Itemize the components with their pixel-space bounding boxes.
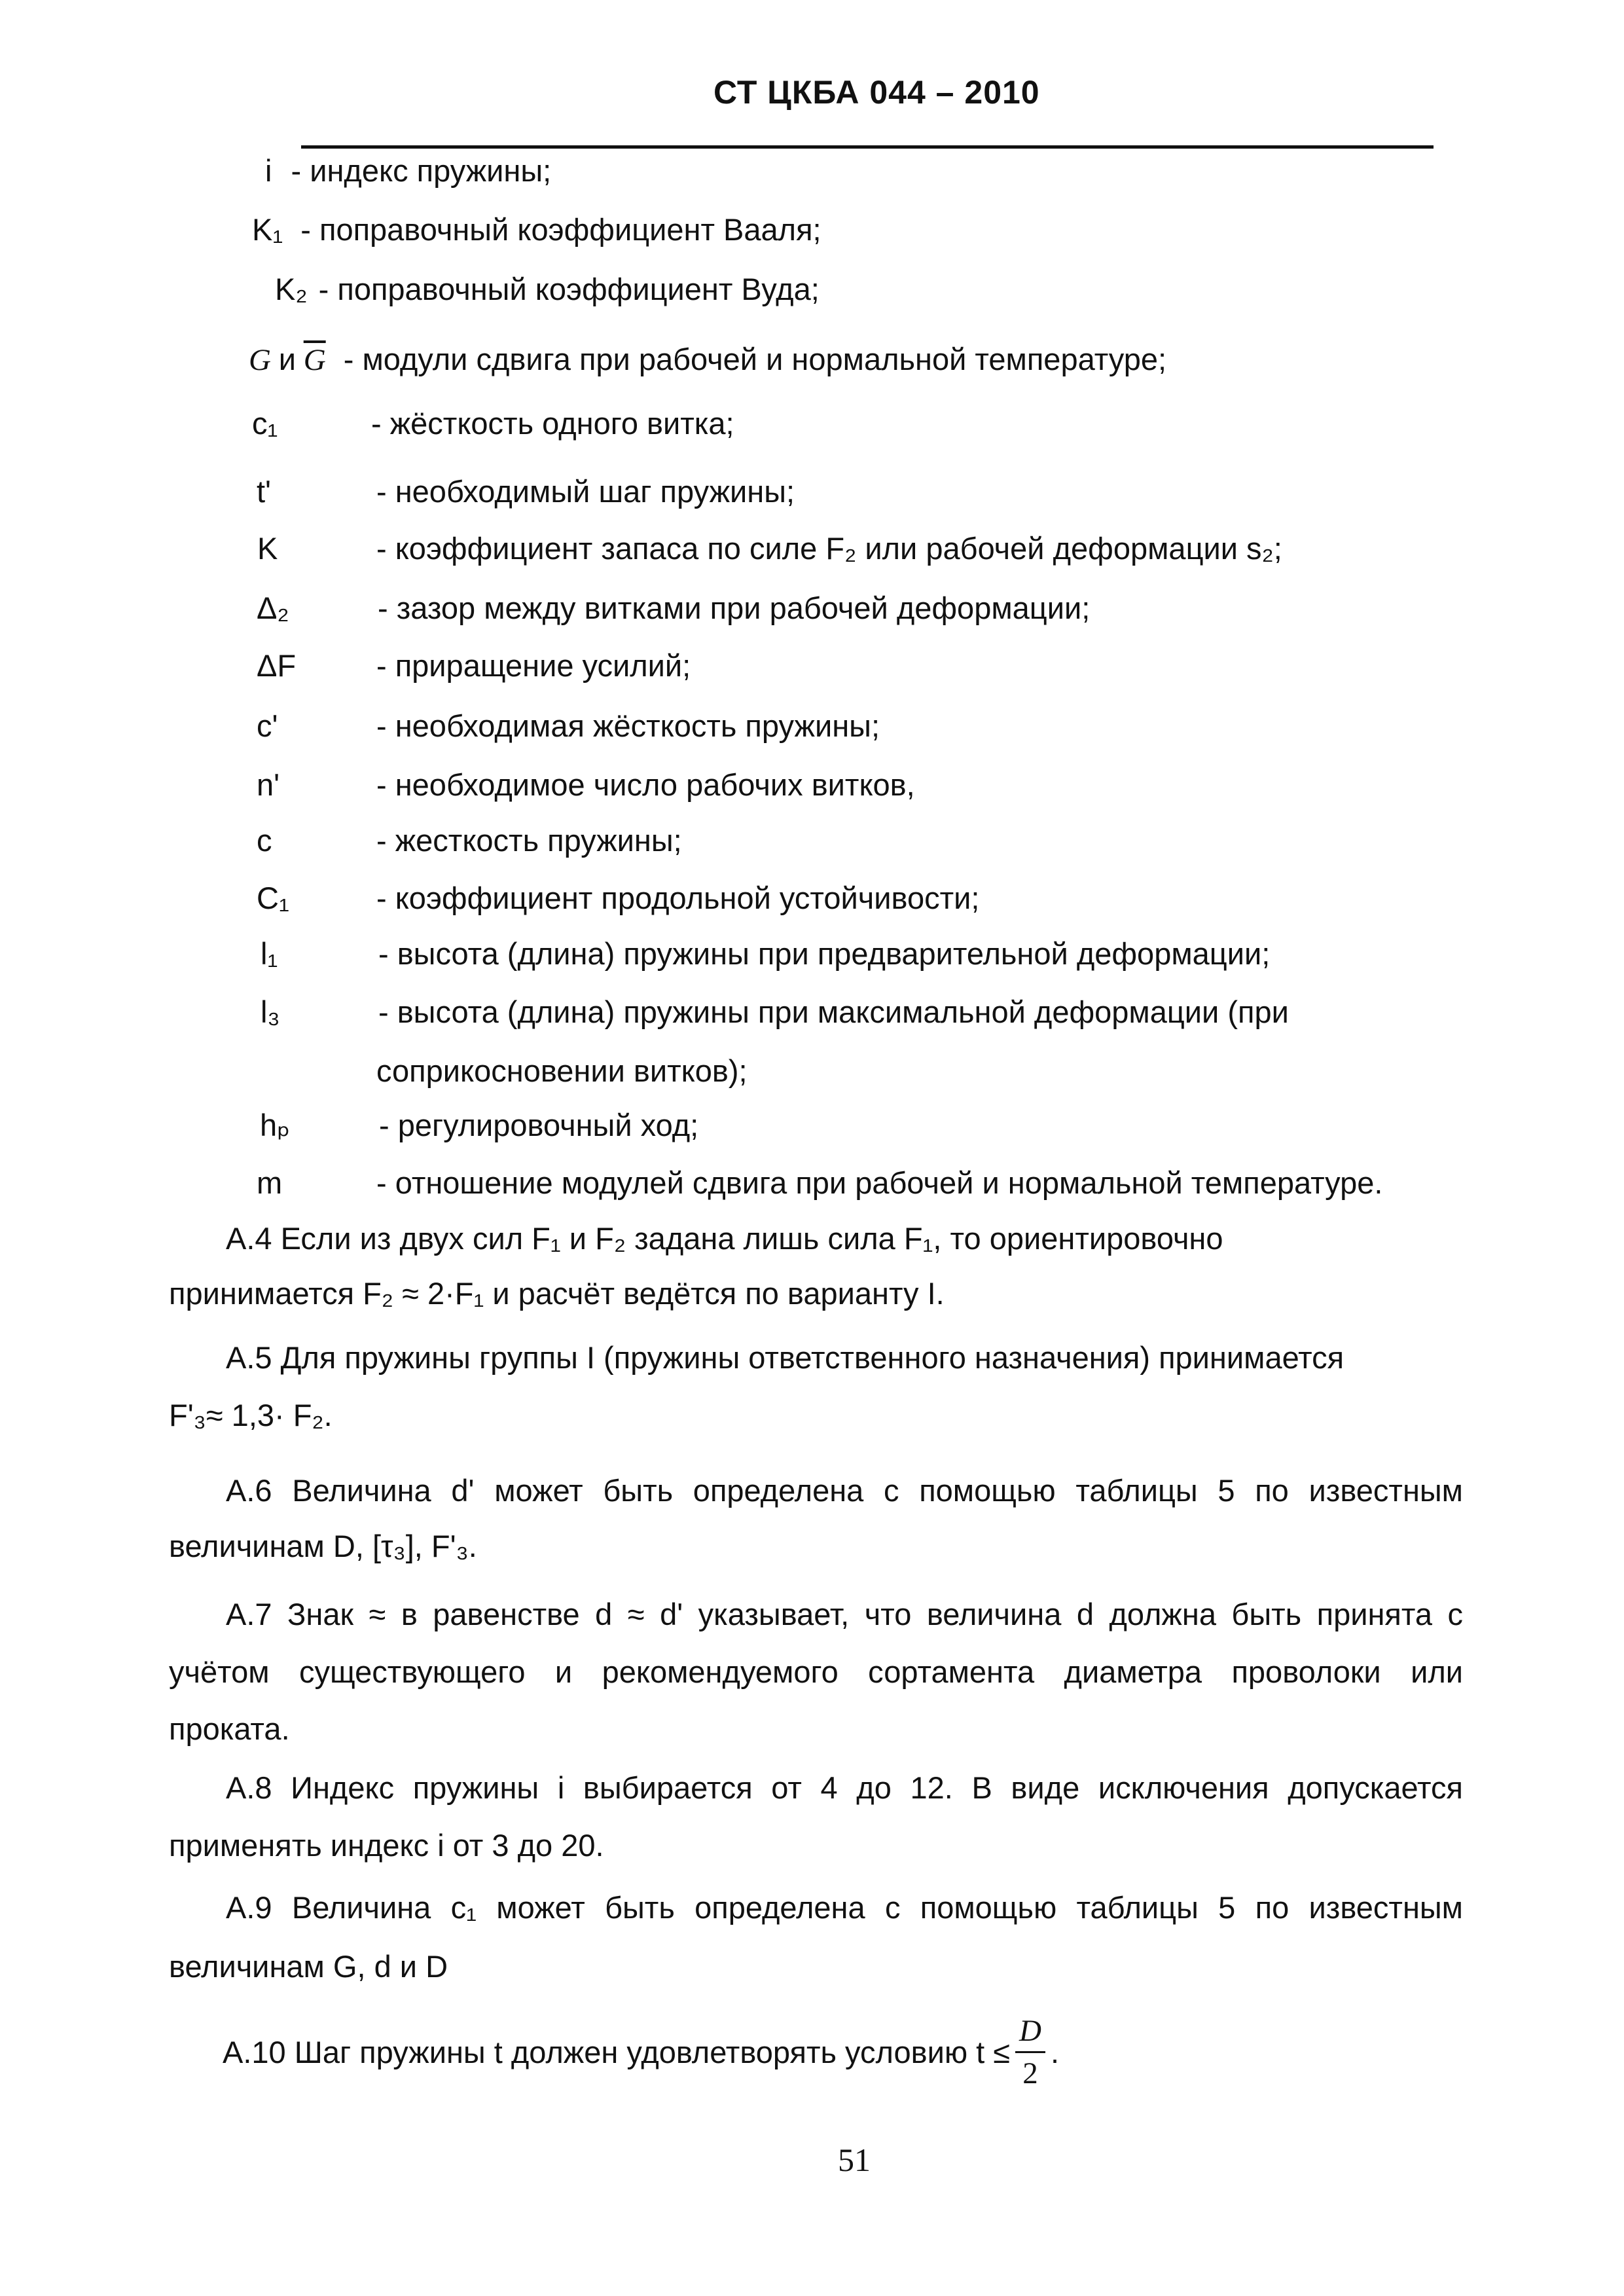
definition-symbol: hₚ — [260, 1108, 291, 1142]
definition-symbol: c₁ — [252, 406, 278, 441]
definition-item — [275, 270, 820, 308]
definition-text: - отношение модулей сдвига при рабочей и нормальной температуре. — [376, 1165, 1383, 1200]
definition-symbol: K₁ — [252, 212, 283, 247]
definition-symbol: n' — [257, 767, 280, 802]
formula-fraction — [1015, 2013, 1045, 2091]
fraction-numerator: D — [1015, 2013, 1045, 2053]
para-a5-line1: А.5 Для пружины группы I (пружины ответственного назначения) принимается — [226, 1340, 1344, 1375]
definition-symbol: i — [265, 153, 272, 188]
definition-symbol: l₃ — [261, 994, 280, 1029]
document-header: СТ ЦКБА 044 – 2010 — [713, 74, 1040, 111]
definition-text: - поправочный коэффициент Вуда; — [318, 272, 820, 306]
para-a10-end: . — [1051, 2034, 1060, 2069]
definition-text: - высота (длина) пружины при максимальной деформации (при — [378, 994, 1289, 1029]
definition-item — [261, 993, 1289, 1031]
definition-symbol: t' — [257, 474, 272, 509]
definition-item — [252, 211, 821, 249]
definition-continuation — [376, 1052, 748, 1090]
para-a9-line2: величинам G, d и D — [169, 1949, 448, 1984]
header-rule — [301, 145, 1434, 149]
definition-item — [265, 152, 551, 190]
definition-symbol: l₁ — [261, 936, 278, 971]
definition-text: - индекс пружины; — [291, 153, 552, 188]
para-a4-line1: А.4 Если из двух сил F₁ и F₂ задана лишь сила F₁, то ориентировочно — [226, 1221, 1223, 1256]
para-a7-line1: А.7 Знак ≈ в равенстве d ≈ d' указывает, что величина d должна быть принята с — [226, 1597, 1463, 1631]
definition-item — [249, 340, 1166, 379]
para-a8-line1: А.8 Индекс пружины i выбирается от 4 до 12. В виде исключения допускается — [226, 1770, 1463, 1805]
para-a4-line2: принимается F₂ ≈ 2·F₁ и расчёт ведётся по варианту I. — [169, 1276, 945, 1311]
definition-item — [257, 766, 915, 804]
definition-text: - необходимое число рабочих витков, — [376, 767, 915, 802]
fraction-denominator: 2 — [1022, 2056, 1038, 2090]
definition-symbol: G и $\overline{G}$ — [249, 342, 326, 377]
definition-text: соприкосновении витков); — [376, 1053, 748, 1088]
para-a7-line3: проката. — [169, 1711, 290, 1746]
definition-item — [261, 935, 1271, 973]
definition-symbol: ΔF — [257, 648, 297, 683]
definition-symbol: m — [257, 1165, 283, 1200]
definition-item — [257, 647, 691, 685]
definition-text: - высота (длина) пружины при предварительной деформации; — [378, 936, 1271, 971]
definition-text: - модули сдвига при рабочей и нормальной температуре; — [343, 342, 1167, 376]
definition-item — [257, 589, 1091, 627]
page-number: 51 — [838, 2141, 871, 2178]
para-a6-line2: величинам D, [τ₃], F'₃. — [169, 1529, 477, 1563]
para-a6-line1: А.6 Величина d' может быть определена с помощью таблицы 5 по известным — [226, 1473, 1463, 1508]
definition-item — [257, 530, 1282, 568]
definition-item — [257, 473, 795, 511]
para-a5-line2: F'₃≈ 1,3· F₂. — [169, 1398, 333, 1432]
definition-text: - необходимая жёсткость пружины; — [376, 708, 880, 743]
definition-text: - приращение усилий; — [376, 648, 691, 683]
para-a9-line1: А.9 Величина c₁ может быть определена с помощью таблицы 5 по известным — [226, 1890, 1463, 1925]
definition-text: - зазор между витками при рабочей деформации; — [378, 591, 1091, 625]
definition-item — [257, 1164, 1383, 1202]
definition-item — [260, 1106, 699, 1144]
definition-text: - коэффициент запаса по силе F₂ или рабочей деформации s₂; — [376, 531, 1282, 566]
definition-text: - поправочный коэффициент Вааля; — [300, 212, 821, 247]
para-a7-line2: учётом существующего и рекомендуемого сортамента диаметра проволоки или — [169, 1654, 1463, 1689]
para-a10-text: А.10 Шаг пружины t должен удовлетворять условию t ≤ — [223, 2034, 1011, 2069]
definition-text: - жёсткость одного витка; — [371, 406, 734, 441]
para-a8-line2: применять индекс i от 3 до 20. — [169, 1828, 604, 1863]
definition-symbol: c' — [257, 708, 278, 743]
definition-symbol: K — [257, 531, 278, 566]
definition-text: - регулировочный ход; — [379, 1108, 699, 1142]
definition-text: - коэффициент продольной устойчивости; — [376, 881, 980, 915]
definition-item — [252, 405, 734, 443]
definition-item — [257, 707, 880, 745]
definition-item — [257, 879, 980, 917]
para-a10 — [223, 2013, 1059, 2091]
definition-item — [257, 822, 682, 860]
definition-symbol: C₁ — [257, 881, 289, 915]
definition-symbol: Δ₂ — [257, 591, 289, 625]
definition-text: - жесткость пружины; — [376, 823, 682, 858]
definition-symbol: K₂ — [275, 272, 308, 306]
definition-text: - необходимый шаг пружины; — [376, 474, 795, 509]
definition-symbol: c — [257, 823, 272, 858]
